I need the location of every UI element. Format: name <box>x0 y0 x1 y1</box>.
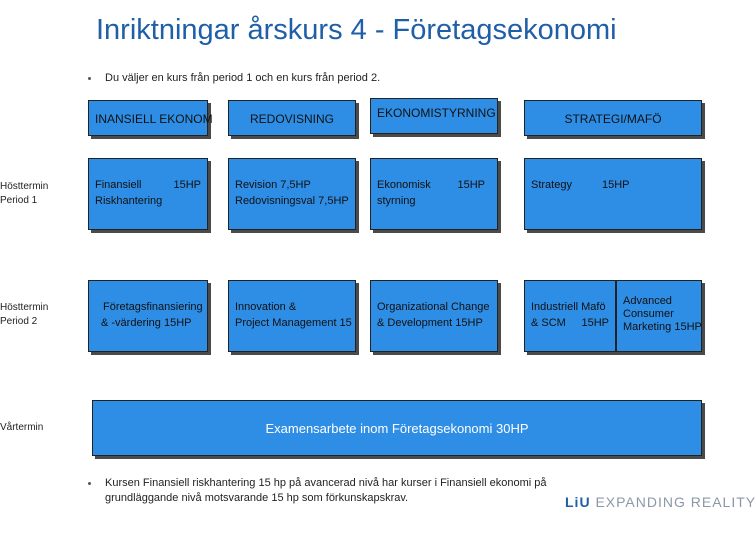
course-line: Strategy <box>531 179 572 191</box>
course-line: Innovation & <box>235 301 297 313</box>
course-line: Consumer <box>623 308 674 320</box>
course-line: & Development 15HP <box>377 317 483 329</box>
prerequisite-note <box>88 476 546 506</box>
thesis-label: Examensarbete inom Företagsekonomi 30HP <box>265 420 529 436</box>
logo-tagline: EXPANDING REALITY <box>595 494 756 510</box>
row-label-period1-term: Hösttermin <box>0 181 49 192</box>
course-line: Organizational Change <box>377 301 490 313</box>
header-redovisning: REDOVISNING <box>228 100 356 136</box>
header-ekonomistyrning: EKONOMISTYRNING <box>370 98 498 134</box>
course-advanced-consumer-marketing <box>616 280 702 352</box>
header-strategi-mafo: STRATEGI/MAFÖ <box>524 100 702 136</box>
course-strategy <box>524 158 702 230</box>
intro-bullet <box>88 72 380 84</box>
course-line: Ekonomisk <box>377 179 431 191</box>
row-label-period2-period: Period 2 <box>0 316 38 327</box>
liu-logo <box>565 494 756 510</box>
course-examensarbete <box>92 400 702 456</box>
course-credits: 15HP <box>601 179 630 191</box>
course-industriell-mafo-scm <box>524 280 616 352</box>
course-line: Project Management 15 <box>235 317 352 329</box>
bullet-dot-icon <box>88 482 91 485</box>
course-line: styrning <box>377 195 416 207</box>
course-credits: 15HP <box>581 317 609 329</box>
row-label-spring: Vårtermin <box>0 422 44 433</box>
page-title: Inriktningar årskurs 4 - Företagsekonomi <box>96 14 617 46</box>
logo-brand: LiU <box>565 494 591 510</box>
row-label-period1-period: Period 1 <box>0 195 38 206</box>
course-line: Industriell Mafö <box>531 301 606 313</box>
course-revision-redovisningsval <box>228 158 356 230</box>
row-label-period1 <box>0 180 48 208</box>
bullet-dot-icon <box>88 77 91 80</box>
row-label-period2-term: Hösttermin <box>0 302 49 313</box>
course-credits: 15HP <box>457 179 485 191</box>
row-label-period2 <box>0 301 48 329</box>
course-line: Företagsfinansiering <box>103 301 203 313</box>
course-ekonomisk-styrning <box>370 158 498 230</box>
course-foretagsfinansiering <box>88 280 208 352</box>
course-line: Riskhantering <box>95 195 163 207</box>
course-line: Finansiell <box>95 179 142 191</box>
course-credits: 15HP <box>173 179 201 191</box>
header-finansiell-ekonomi: INANSIELL EKONOM <box>88 100 208 136</box>
note-line-2: grundläggande nivå motsvarande 15 hp som förkunskapskrav. <box>105 492 409 504</box>
intro-text: Du väljer en kurs från period 1 och en kurs från period 2. <box>105 72 381 84</box>
course-line: Advanced <box>623 295 672 307</box>
course-innovation-project-management <box>228 280 356 352</box>
course-line: Marketing 15HP <box>623 321 702 333</box>
note-line-1: Kursen Finansiell riskhantering 15 hp på avancerad nivå har kurser i Finansiell ekonomi på <box>105 477 547 489</box>
course-line: Revision 7,5HP <box>235 179 311 191</box>
course-line: & SCM <box>531 317 566 329</box>
course-line: & -värdering 15HP <box>101 317 192 329</box>
course-organizational-change <box>370 280 498 352</box>
course-finansiell-riskhantering <box>88 158 208 230</box>
course-line: Redovisningsval 7,5HP <box>235 195 349 207</box>
